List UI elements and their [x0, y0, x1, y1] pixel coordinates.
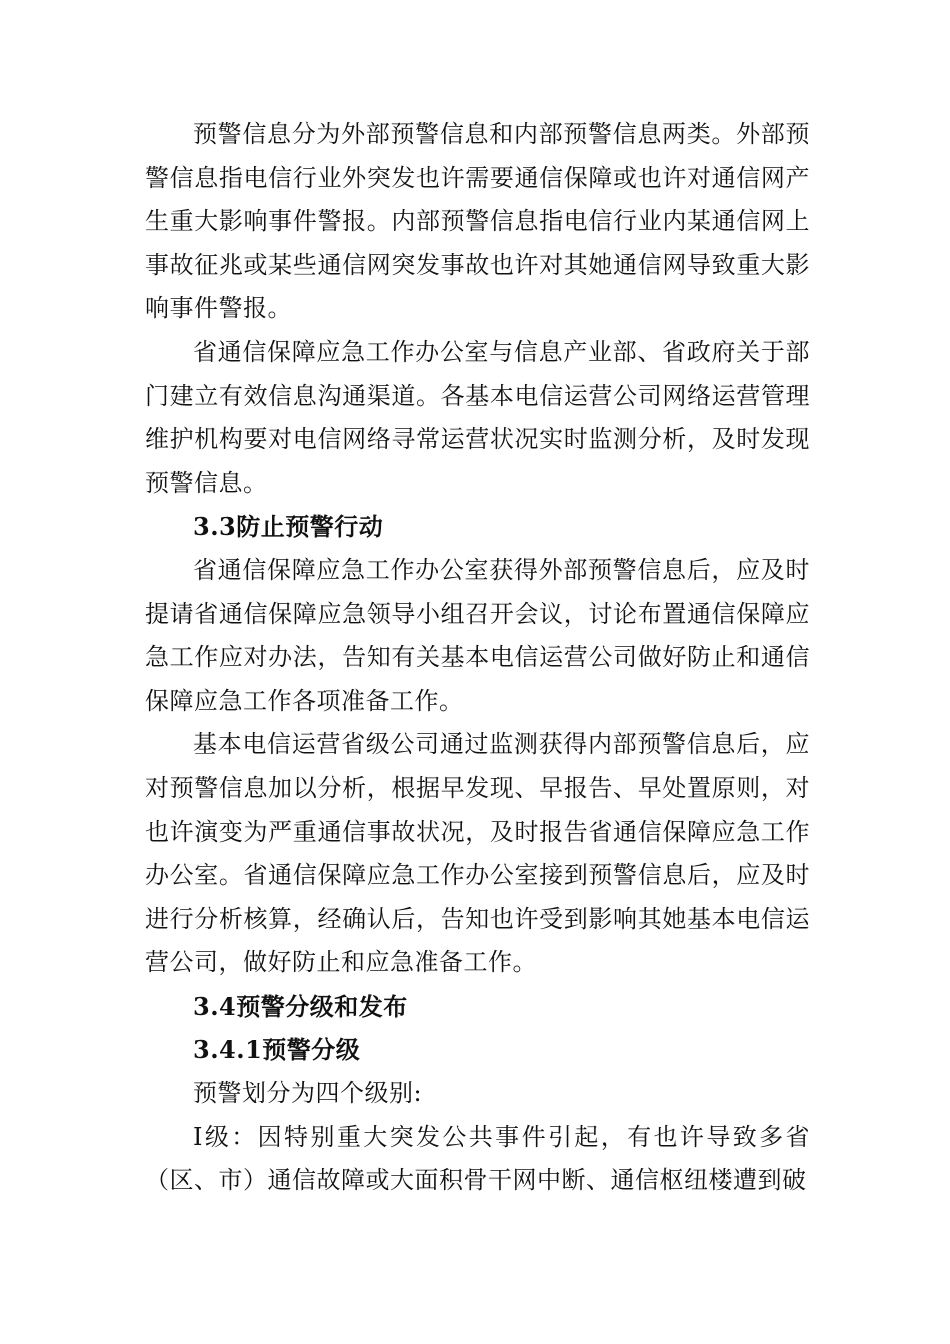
paragraph-external-warning-action: 省通信保障应急工作办公室获得外部预警信息后，应及时提请省通信保障应急领导小组召开会议，讨论布置通信保障应急工作应对办法，告知有关基本电信运营公司做好防止和通信保障应急工作各项准备工作。: [145, 555, 810, 715]
paragraph-warning-info-types: 预警信息分为外部预警信息和内部预警信息两类。外部预警信息指电信行业外突发也许需要通信保障或也许对通信网产生重大影响事件警报。内部预警信息指电信行业内某通信网上事故征兆或某些通信网突发事故也许对其她通信网导致重大影响事件警报。: [145, 120, 810, 323]
paragraph-info-channels: 省通信保障应急工作办公室与信息产业部、省政府关于部门建立有效信息沟通渠道。各基本电信运营公司网络运营管理维护机构要对电信网络寻常运营状况实时监测分析，及时发现预警信息。: [145, 337, 810, 497]
section-heading-3-4: 3.4预警分级和发布: [193, 991, 408, 1021]
paragraph-internal-warning-action: 基本电信运营省级公司通过监测获得内部预警信息后，应对预警信息加以分析，根据早发现、早报告、早处置原则，对也许演变为严重通信事故状况，及时报告省通信保障应急工作办公室。省通信保障应急工作办公室接到预警信息后，应及时进行分析核算，经确认后，告知也许受到影响其她基本电信运营公司，做好防止和应急准备工作。: [145, 730, 810, 977]
paragraph-level-one: Ⅰ级：因特别重大突发公共事件引起，有也许导致多省（区、市）通信故障或大面积骨干网中断、通信枢纽楼遭到破: [145, 1122, 810, 1195]
section-heading-3-3: 3.3防止预警行动: [193, 512, 384, 542]
document-page: [145, 113, 810, 1203]
paragraph-warning-levels-intro: 预警划分为四个级别:: [193, 1079, 423, 1108]
section-heading-3-4-1: 3.4.1预警分级: [193, 1035, 361, 1065]
